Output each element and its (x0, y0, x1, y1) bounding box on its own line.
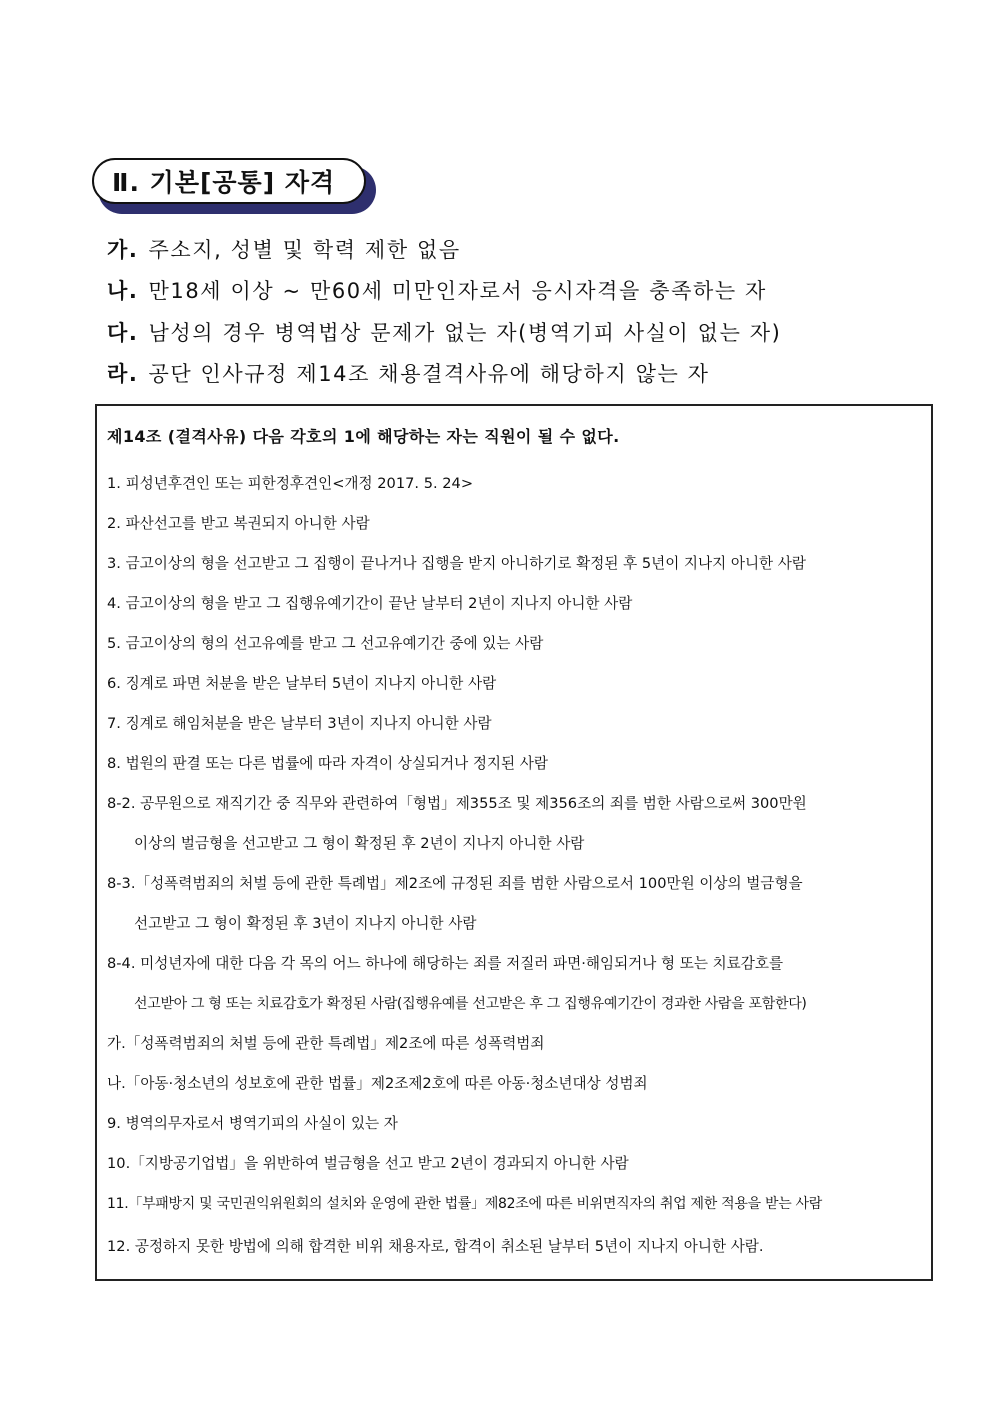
requirement-item (107, 311, 907, 353)
requirement-item (107, 353, 907, 395)
requirement-item (107, 228, 907, 270)
requirement-marker: 가. (107, 237, 139, 262)
article-line: 5. 금고이상의 형의 선고유예를 받고 그 선고유예기간 중에 있는 사람 (107, 635, 544, 652)
article-line: 8-2. 공무원으로 재직기간 중 직무와 관련하여「형법」제355조 및 제356조의 죄를 범한 사람으로써 300만원 (107, 795, 807, 812)
article-line: 선고받아 그 형 또는 치료감호가 확정된 사람(집행유예를 선고받은 후 그 집행유예기간이 경과한 사람을 포함한다) (134, 996, 807, 1012)
requirement-item (107, 270, 907, 312)
article-line: 7. 징계로 해임처분을 받은 날부터 3년이 지나지 아니한 사람 (107, 715, 492, 732)
article-line: 나.「아동·청소년의 성보호에 관한 법률」제2조제2호에 따른 아동·청소년대상 성범죄 (107, 1075, 648, 1092)
article-line: 8. 법원의 판결 또는 다른 법률에 따라 자격이 상실되거나 정지된 사람 (107, 755, 548, 772)
article-line: 8-3.「성폭력범죄의 처벌 등에 관한 특례법」제2조에 규정된 죄를 범한 사람으로서 100만원 이상의 벌금형을 (107, 875, 803, 892)
article-line: 가.「성폭력범죄의 처벌 등에 관한 특례법」제2조에 따른 성폭력범죄 (107, 1035, 545, 1052)
article-line: 1. 피성년후견인 또는 피한정후견인<개정 2017. 5. 24> (107, 475, 474, 492)
section-title-badge (92, 158, 377, 216)
article-line: 6. 징계로 파면 처분을 받은 날부터 5년이 지나지 아니한 사람 (107, 675, 497, 692)
requirement-text: 주소지, 성별 및 학력 제한 없음 (148, 237, 461, 262)
requirement-text: 공단 인사규정 제14조 채용결격사유에 해당하지 않는 자 (148, 362, 710, 387)
article-box (95, 404, 933, 1281)
requirements-list (107, 228, 907, 394)
article-line: 8-4. 미성년자에 대한 다음 각 목의 어느 하나에 해당하는 죄를 저질러 파면·해임되거나 형 또는 치료감호를 (107, 955, 784, 972)
article-heading: 제14조 (결격사유) 다음 각호의 1에 해당하는 자는 직원이 될 수 없다. (107, 427, 620, 446)
article-line: 4. 금고이상의 형을 받고 그 집행유예기간이 끝난 날부터 2년이 지나지 아니한 사람 (107, 595, 633, 612)
article-line: 선고받고 그 형이 확정된 후 3년이 지나지 아니한 사람 (134, 915, 477, 932)
requirement-text: 남성의 경우 병역법상 문제가 없는 자(병역기피 사실이 없는 자) (148, 320, 782, 345)
requirement-text: 만18세 이상 ~ 만60세 미만인자로서 응시자격을 충족하는 자 (148, 279, 767, 304)
requirement-marker: 라. (107, 362, 139, 387)
article-line: 이상의 벌금형을 선고받고 그 형이 확정된 후 2년이 지나지 아니한 사람 (134, 835, 585, 852)
article-line: 3. 금고이상의 형을 선고받고 그 집행이 끝나거나 집행을 받지 아니하기로 확정된 후 5년이 지나지 아니한 사람 (107, 555, 806, 572)
article-line: 11.「부패방지 및 국민권익위원회의 설치와 운영에 관한 법률」제82조에 따른 비위면직자의 취업 제한 적용을 받는 사람 (107, 1196, 823, 1212)
article-line: 9. 병역의무자로서 병역기피의 사실이 있는 자 (107, 1115, 398, 1132)
requirement-marker: 나. (107, 279, 139, 304)
article-line: 2. 파산선고를 받고 복권되지 아니한 사람 (107, 515, 370, 532)
section-title: Ⅱ. 기본[공통] 자격 (92, 158, 366, 204)
article-line: 12. 공정하지 못한 방법에 의해 합격한 비위 채용자로, 합격이 취소된 날부터 5년이 지나지 아니한 사람. (107, 1238, 764, 1255)
requirement-marker: 다. (107, 320, 139, 345)
article-line: 10.「지방공기업법」을 위반하여 벌금형을 선고 받고 2년이 경과되지 아니한 사람 (107, 1155, 629, 1172)
